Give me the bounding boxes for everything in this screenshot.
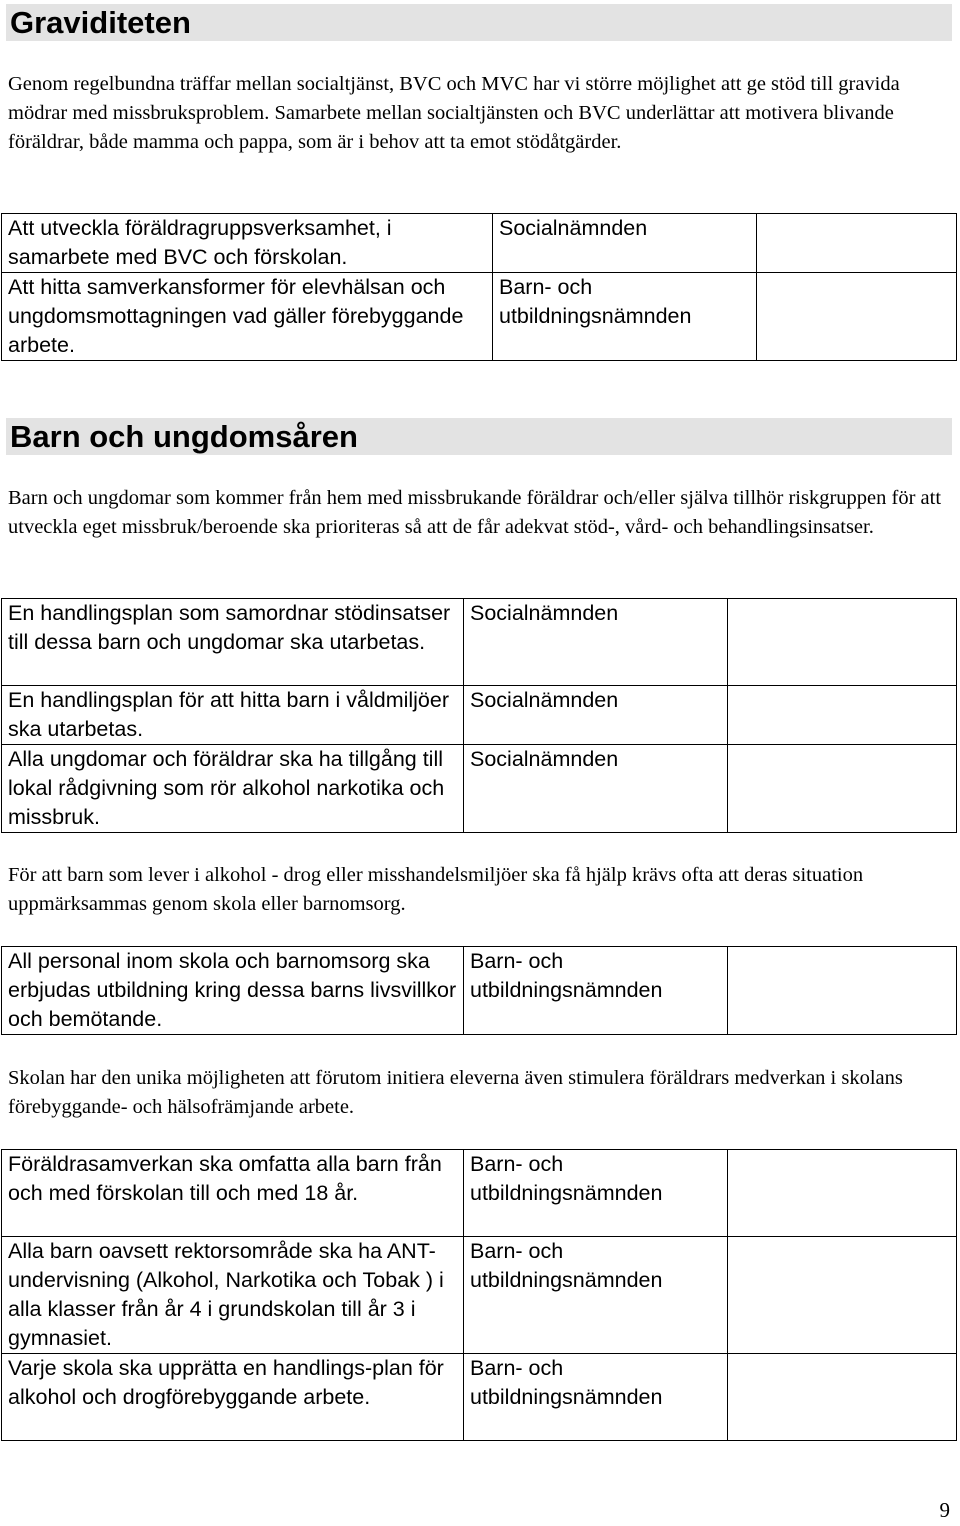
note-cell — [728, 1354, 957, 1441]
action-table-graviditeten — [1, 213, 957, 361]
section-heading-barn-och-ungdomsaren: Barn och ungdomsåren — [6, 418, 952, 455]
note-cell — [728, 745, 957, 833]
paragraph-barn-situation: För att barn som lever i alkohol - drog eller misshandelsmiljöer ska få hjälp krävs ofta att deras situation uppmärksammas genom skola eller barnomsorg. — [8, 864, 864, 915]
table-row — [2, 947, 957, 1035]
note-cell — [728, 1237, 957, 1354]
intro-paragraph-barn: Barn och ungdomar som kommer från hem med missbrukande föräldrar och/eller själva tillhör riskgruppen för att utveckla eget missbruk/beroende ska prioriteras så att de får adekvat stöd-, vård- och behandlingsinsatser. — [8, 487, 942, 538]
action-cell: En handlingsplan för att hitta barn i våldmiljöer ska utarbetas. — [2, 686, 464, 745]
page-number: 9 — [939, 1498, 950, 1522]
note-cell — [757, 273, 957, 361]
table-row — [2, 745, 957, 833]
action-cell: Att utveckla föräldragruppsverksamhet, i samarbete med BVC och förskolan. — [2, 214, 493, 273]
action-table-school — [1, 1149, 957, 1441]
note-cell — [728, 686, 957, 745]
responsible-cell: Barn- och utbildningsnämnden — [464, 1150, 728, 1237]
note-cell — [728, 947, 957, 1035]
action-cell: Varje skola ska upprätta en handlings-plan för alkohol och drogförebyggande arbete. — [2, 1354, 464, 1441]
note-cell — [728, 1150, 957, 1237]
responsible-cell: Socialnämnden — [464, 599, 728, 686]
table-row — [2, 273, 957, 361]
intro-paragraph-graviditeten: Genom regelbundna träffar mellan socialtjänst, BVC och MVC har vi större möjlighet att ge stöd till gravida mödrar med missbruksproblem. Samarbete mellan socialtjänsten och BVC underlättar att motivera blivande föräldrar, både mamma och pappa, som är i behov att ta emot stödåtgärder. — [8, 73, 900, 153]
responsible-cell: Socialnämnden — [493, 214, 757, 273]
table-row — [2, 214, 957, 273]
section-heading-graviditeten: Graviditeten — [6, 4, 952, 41]
action-cell: Föräldrasamverkan ska omfatta alla barn från och med förskolan till och med 18 år. — [2, 1150, 464, 1237]
action-cell: Alla barn oavsett rektorsområde ska ha ANT-undervisning (Alkohol, Narkotika och Tobak ) i alla klasser från år 4 i grundskolan till år 3 i gymnasiet. — [2, 1237, 464, 1354]
action-table-staff — [1, 946, 957, 1035]
table-row — [2, 1237, 957, 1354]
responsible-cell: Barn- och utbildningsnämnden — [464, 1354, 728, 1441]
paragraph-skolan: Skolan har den unika möjligheten att förutom initiera eleverna även stimulera föräldrars medverkan i skolans förebyggande- och hälsofrämjande arbete. — [8, 1067, 903, 1118]
table-row — [2, 1354, 957, 1441]
table-row — [2, 1150, 957, 1237]
note-cell — [728, 599, 957, 686]
responsible-cell: Barn- och utbildningsnämnden — [464, 947, 728, 1035]
action-cell: All personal inom skola och barnomsorg ska erbjudas utbildning kring dessa barns livsvillkor och bemötande. — [2, 947, 464, 1035]
action-cell: Att hitta samverkansformer för elevhälsan och ungdomsmottagningen vad gäller förebyggande arbete. — [2, 273, 493, 361]
note-cell — [757, 214, 957, 273]
action-cell: En handlingsplan som samordnar stödinsatser till dessa barn och ungdomar ska utarbetas. — [2, 599, 464, 686]
responsible-cell: Barn- och utbildningsnämnden — [493, 273, 757, 361]
responsible-cell: Barn- och utbildningsnämnden — [464, 1237, 728, 1354]
table-row — [2, 686, 957, 745]
table-row — [2, 599, 957, 686]
action-table-support — [1, 598, 957, 833]
responsible-cell: Socialnämnden — [464, 686, 728, 745]
action-cell: Alla ungdomar och föräldrar ska ha tillgång till lokal rådgivning som rör alkohol narkotika och missbruk. — [2, 745, 464, 833]
responsible-cell: Socialnämnden — [464, 745, 728, 833]
